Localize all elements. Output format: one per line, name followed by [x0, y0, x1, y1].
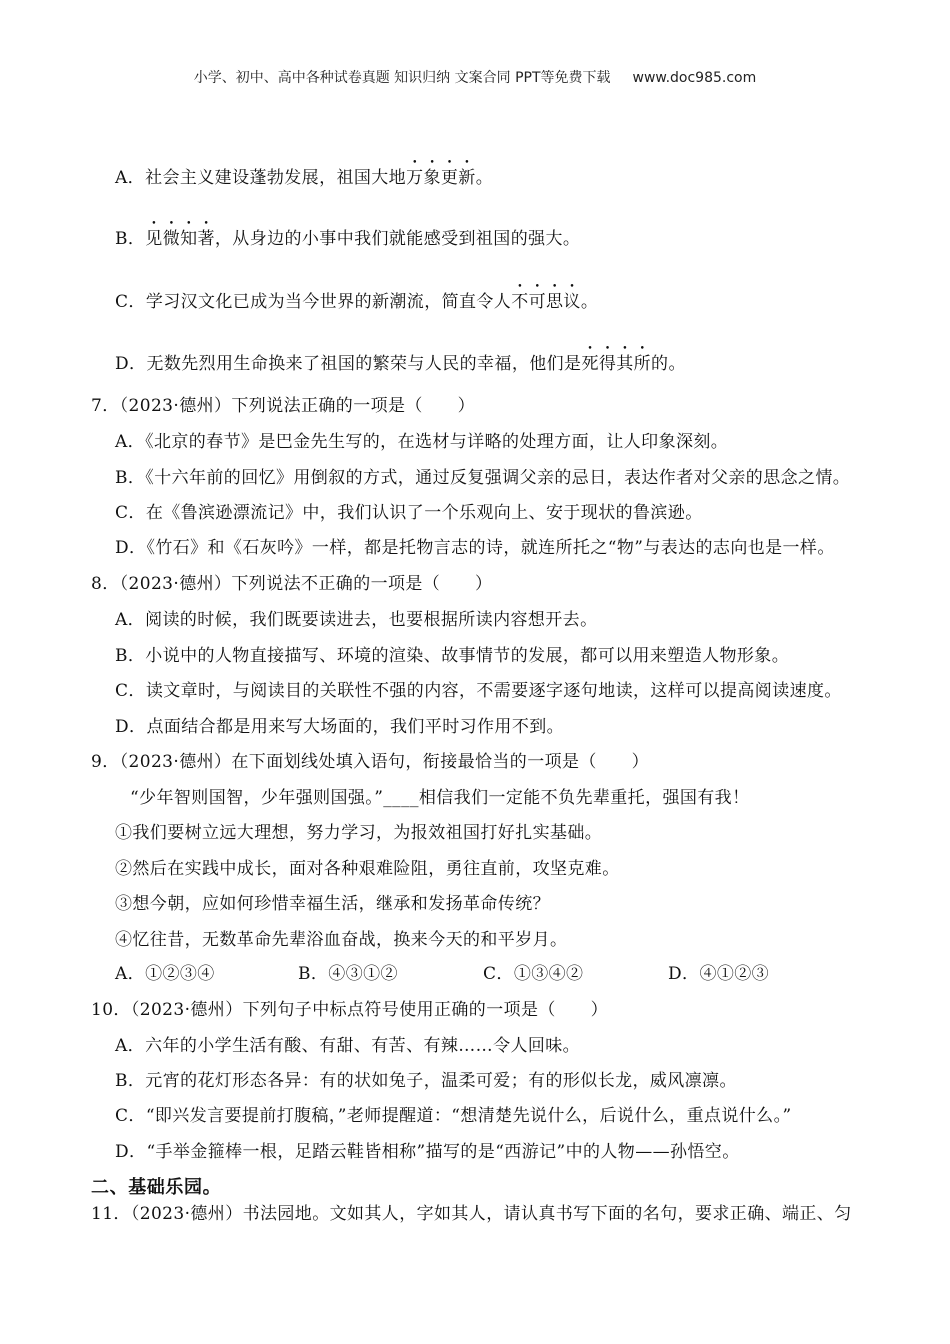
emphasis-text: 死得其所 — [581, 354, 652, 374]
question-text: （2023·德州）在下面划线处填入语句，衔接最恰当的一项是（ ） — [119, 752, 649, 772]
option-text: 《十六年前的回忆》用倒叙的方式，通过反复强调父亲的忌日，表达作者对父亲的思念之情。 — [145, 468, 851, 488]
option-label: C． — [115, 1106, 146, 1126]
q7-option-a — [115, 430, 728, 454]
q9-option-a — [115, 962, 215, 986]
q8-stem — [91, 572, 492, 596]
option-label: A． — [115, 168, 146, 188]
option-label: B． — [298, 964, 329, 984]
option-label: D． — [115, 538, 147, 558]
q7-option-c — [115, 501, 703, 525]
option-text: “手举金箍棒一根，足踏云鞋皆相称”描写的是“西游记”中的人物——孙悟空。 — [146, 1142, 740, 1162]
q8-option-d — [115, 715, 564, 739]
question-text: （2023·德州）下列说法不正确的一项是（ ） — [119, 574, 493, 594]
q8-option-c — [115, 679, 842, 703]
option-text: ，从身边的小事中我们就能感受到祖国的强大。 — [214, 229, 581, 249]
q6-option-a — [115, 158, 494, 188]
q9-sentence-2: ②然后在实践中成长，面对各种艰难险阻，勇往直前，攻坚克难。 — [115, 859, 620, 879]
option-label: D． — [115, 717, 147, 737]
q10-stem — [91, 998, 608, 1022]
q6-option-c — [115, 282, 599, 312]
option-text: 点面结合都是用来写大场面的，我们平时习作用不到。 — [146, 717, 565, 737]
option-label: C． — [115, 681, 146, 701]
q10-option-b — [115, 1069, 737, 1093]
q11-stem — [91, 1202, 852, 1226]
option-label: C． — [115, 292, 146, 312]
option-text: 学习汉文化已成为当今世界的新潮流，简直令人 — [145, 292, 512, 312]
q8-option-a — [115, 608, 597, 632]
q8-option-b — [115, 644, 789, 668]
emphasis-text: 不可思议 — [511, 292, 581, 312]
q10-option-a — [115, 1034, 580, 1058]
option-label: C． — [115, 503, 146, 523]
question-number: 10． — [91, 1000, 131, 1020]
option-label: A． — [115, 610, 146, 630]
q6-option-d — [115, 344, 686, 374]
question-text: （2023·德州）下列说法正确的一项是（ ） — [119, 396, 475, 416]
option-text: 。 — [580, 292, 599, 312]
option-label: B． — [115, 468, 146, 488]
q10-option-d — [115, 1140, 740, 1164]
q7-option-b — [115, 466, 850, 490]
q9-option-c — [483, 962, 583, 986]
option-label: D． — [668, 964, 700, 984]
question-number: 9． — [91, 752, 120, 772]
option-text: 六年的小学生活有酸、有甜、有苦、有辣……令人回味。 — [145, 1036, 581, 1056]
q9-option-b — [298, 962, 398, 986]
q7-stem — [91, 394, 475, 418]
q9-passage: “少年智则国智，少年强则国强。”____相信我们一定能不负先辈重托，强国有我！ — [130, 788, 750, 808]
question-text: （2023·德州）书法园地。文如其人，字如其人，请认真书写下面的名句，要求正确、端正、匀 — [130, 1204, 852, 1224]
option-label: B． — [115, 229, 146, 249]
q6-option-b — [115, 219, 581, 249]
option-text: 元宵的花灯形态各异：有的状如兔子，温柔可爱；有的形似长龙，威风凛凛。 — [145, 1071, 737, 1091]
option-text: ④③①② — [328, 964, 398, 984]
q9-stem — [91, 750, 649, 774]
emphasis-text: 见微知著 — [145, 229, 215, 249]
header-url: www.doc985.com — [632, 70, 757, 86]
option-text: 的。 — [651, 354, 686, 374]
page-header — [0, 66, 950, 90]
option-text: 小说中的人物直接描写、环境的渲染、故事情节的发展，都可以用来塑造人物形象。 — [145, 646, 790, 666]
option-text: “即兴发言要提前打腹稿，”老师提醒道：“想清楚先说什么，后说什么，重点说什么。” — [145, 1106, 792, 1126]
emphasis-text: 万象更新 — [406, 168, 476, 188]
section-title: 二、基础乐园。 — [91, 1177, 222, 1198]
option-label: A． — [115, 432, 146, 452]
option-label: B． — [115, 1071, 146, 1091]
option-label: C． — [483, 964, 514, 984]
option-text: 《北京的春节》是巴金先生写的，在选材与详略的处理方面，让人印象深刻。 — [145, 432, 729, 452]
q10-option-c — [115, 1104, 792, 1128]
q9-option-d — [668, 962, 769, 986]
option-label: D． — [115, 1142, 147, 1162]
option-text: ①③④② — [513, 964, 584, 984]
question-number: 11． — [91, 1204, 131, 1224]
question-number: 7． — [91, 396, 120, 416]
question-number: 8． — [91, 574, 120, 594]
q9-sentence-1: ①我们要树立远大理想，努力学习，为报效祖国打好扎实基础。 — [115, 823, 603, 843]
option-label: B． — [115, 646, 146, 666]
q7-option-d — [115, 536, 835, 560]
option-text: ④①②③ — [699, 964, 770, 984]
q9-sentence-3: ③想今朝，应如何珍惜幸福生活，继承和发扬革命传统？ — [115, 894, 550, 914]
option-text: 。 — [475, 168, 494, 188]
q9-sentence-4: ④忆往昔，无数革命先辈浴血奋战，换来今天的和平岁月。 — [115, 930, 568, 950]
option-label: D． — [115, 354, 147, 374]
header-text: 小学、初中、高中各种试卷真题 知识归纳 文案合同 PPT等免费下载 — [193, 70, 611, 86]
question-text: （2023·德州）下列句子中标点符号使用正确的一项是（ ） — [130, 1000, 609, 1020]
option-label: A． — [115, 1036, 146, 1056]
option-text: 无数先烈用生命换来了祖国的繁荣与人民的幸福，他们是 — [146, 354, 582, 374]
option-text: 读文章时，与阅读目的关联性不强的内容，不需要逐字逐句地读，这样可以提高阅读速度。 — [145, 681, 842, 701]
option-text: 阅读的时候，我们既要读进去，也要根据所读内容想开去。 — [145, 610, 598, 630]
option-text: ①②③④ — [145, 964, 215, 984]
option-text: 社会主义建设蓬勃发展，祖国大地 — [145, 168, 407, 188]
option-text: 在《鲁滨逊漂流记》中，我们认识了一个乐观向上、安于现状的鲁滨逊。 — [145, 503, 703, 523]
option-text: 《竹石》和《石灰吟》一样，都是托物言志的诗，就连所托之“物”与表达的志向也是一样。 — [146, 538, 835, 558]
option-label: A． — [115, 964, 146, 984]
